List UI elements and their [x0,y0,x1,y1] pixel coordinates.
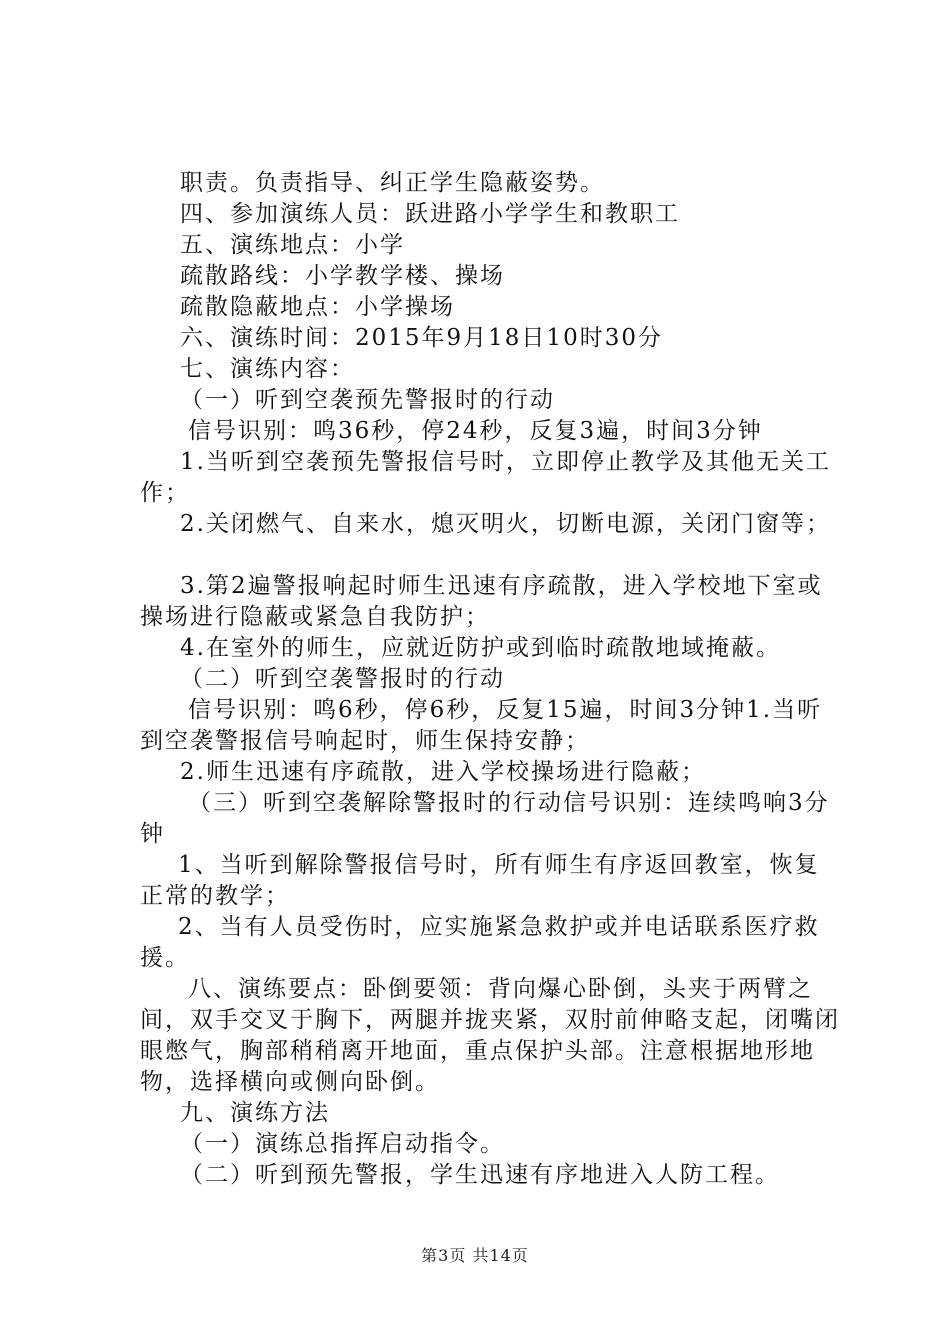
section-heading: 九、演练方法 [180,1100,330,1126]
subsection-heading: （二）听到空袭警报时的行动 [180,666,505,692]
list-item: 1、当听到解除警报信号时，所有师生有序返回教室，恢复正常的教学； [140,852,820,909]
paragraph: 疏散路线：小学教学楼、操场 [180,263,505,289]
subsection-heading: （一）听到空袭预先警报时的行动 [180,387,555,413]
section-heading: 四、参加演练人员：跃进路小学学生和教职工 [180,201,680,227]
document-body [140,168,840,1191]
list-item: （二）听到预先警报，学生迅速有序地进入人防工程。 [180,1162,780,1188]
section-heading: 八、演练要点：卧倒要领：背向爆心卧倒，头夹于两臂之间，双手交叉于胸下，两腿并拢夹紧，双肘前伸略支起，闭嘴闭眼憋气，胸部稍稍离开地面，重点保护头部。注意根据地形地物，选择横向或侧向卧倒。 [140,976,840,1095]
paragraph: 信号识别：鸣6秒，停6秒，反复15遍，时间3分钟1.当听到空袭警报信号响起时，师生保持安静； [140,697,823,754]
section-heading: 五、演练地点：小学 [180,232,405,258]
list-item: 2.师生迅速有序疏散，进入学校操场进行隐蔽； [180,759,706,785]
paragraph: 信号识别：鸣36秒，停24秒，反复3遍，时间3分钟 [188,418,763,444]
paragraph: 疏散隐蔽地点：小学操场 [180,294,455,320]
page-number: 第3页 共14页 [421,1246,529,1265]
list-item: 1.当听到空袭预先警报信号时，立即停止教学及其他无关工作； [140,449,831,506]
subsection-heading: （三）听到空袭解除警报时的行动信号识别：连续鸣响3分钟 [140,790,830,847]
list-item: （一）演练总指挥启动指令。 [180,1131,505,1157]
list-item: 4.在室外的师生，应就近防护或到临时疏散地域掩蔽。 [180,635,781,661]
section-heading: 七、演练内容： [180,356,355,382]
paragraph: 职责。负责指导、纠正学生隐蔽姿势。 [180,170,605,196]
section-heading: 六、演练时间：2015年9月18日10时30分 [180,325,663,351]
list-item: 2.关闭燃气、自来水，熄灭明火，切断电源，关闭门窗等； [180,511,831,537]
list-item: 2、当有人员受伤时，应实施紧急救护或并电话联系医疗救援。 [140,914,820,971]
blank-line [140,540,840,571]
list-item: 3.第2遍警报响起时师生迅速有序疏散，进入学校地下室或操场进行隐蔽或紧急自我防护； [140,573,823,630]
